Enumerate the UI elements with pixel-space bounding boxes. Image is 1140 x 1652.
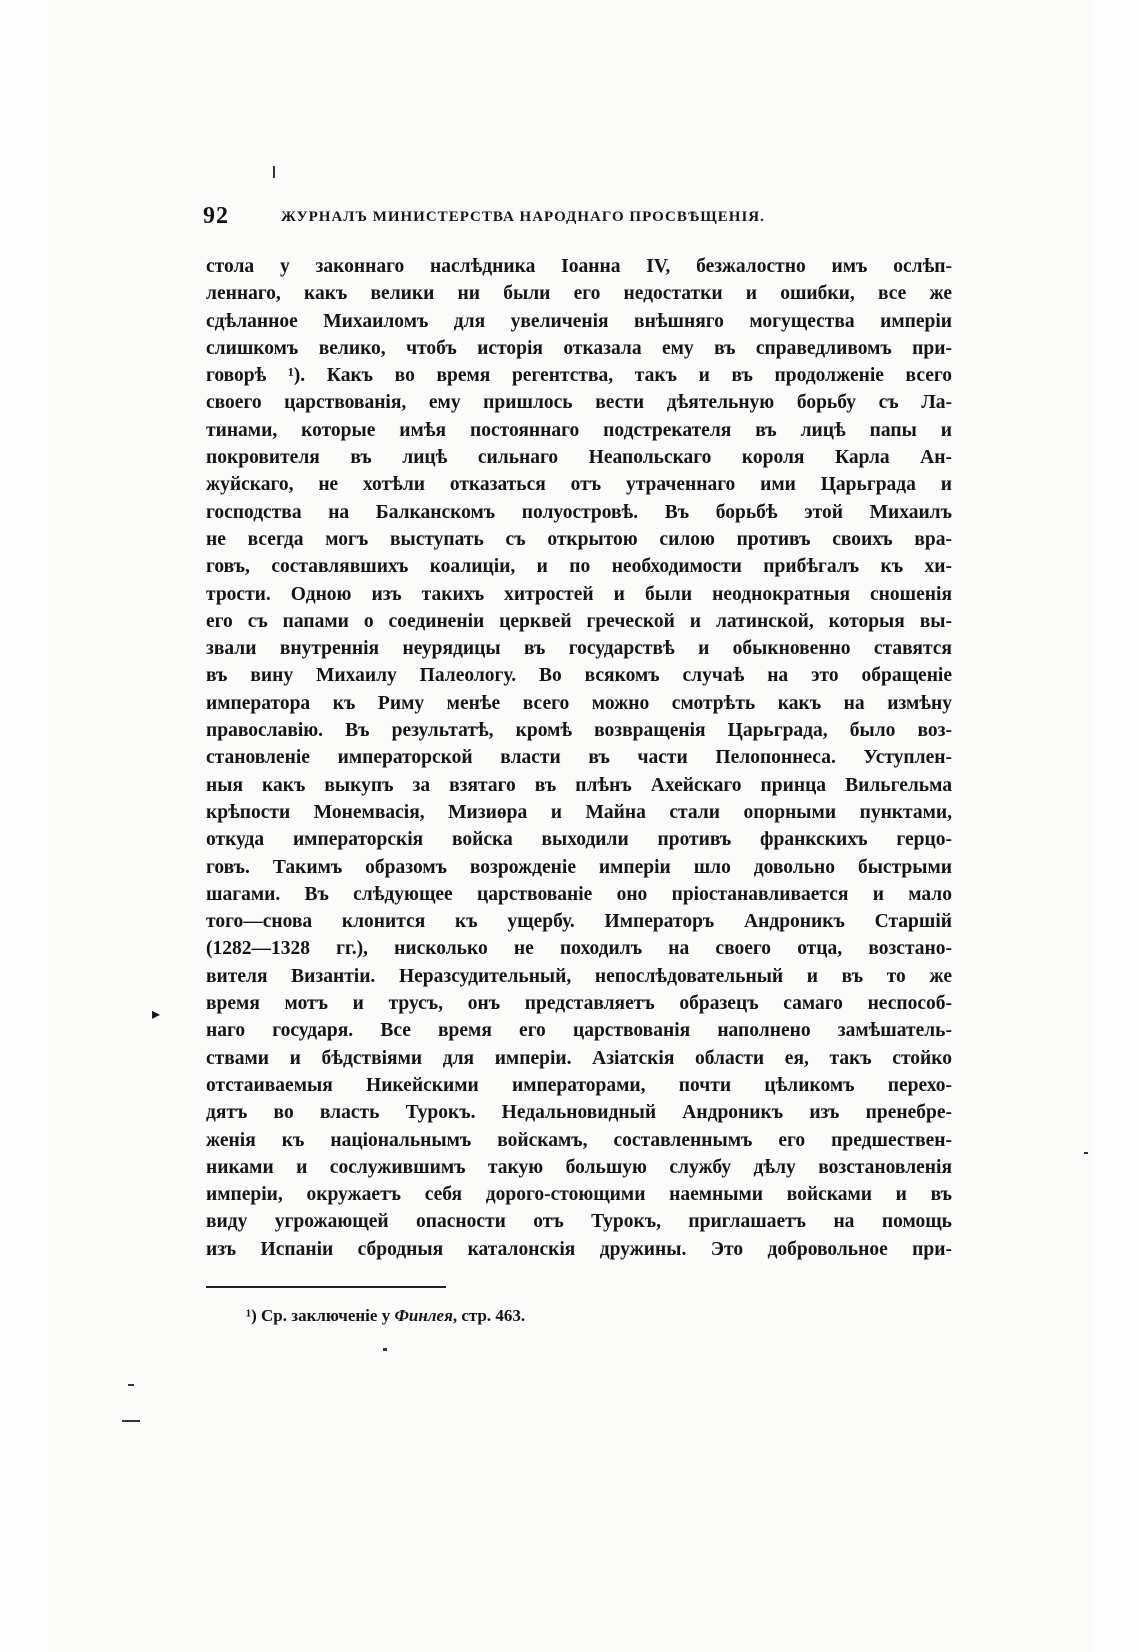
text-line: того—снова клонится къ ущербу. Императоръ Андроникъ Старшій — [206, 911, 952, 933]
text-line: леннаго, какъ велики ни были его недостатки и ошибки, все же — [206, 283, 952, 305]
running-head: ЖУРНАЛЪ МИНИСТЕРСТВА НАРОДНАГО ПРОСВѢЩЕНІЯ. — [281, 209, 765, 225]
footnote — [246, 1306, 525, 1326]
text-line: виду угрожающей опасности отъ Турокъ, приглашаетъ на помощь — [206, 1211, 952, 1233]
scan-speck — [1084, 1152, 1088, 1154]
text-line: своего царствованія, ему пришлось вести дѣятельную борьбу съ Ла- — [206, 392, 952, 414]
scan-speck — [128, 1384, 134, 1386]
text-line: жуйскаго, не хотѣли отказаться отъ утраченнаго ими Царьграда и — [206, 474, 952, 496]
text-line: время мотъ и трусъ, онъ представляетъ образецъ самаго неспособ- — [206, 993, 952, 1015]
text-line: сдѣланное Михаиломъ для увеличенія внѣшняго могущества имперіи — [206, 310, 952, 332]
footnote-author: Финлея — [394, 1306, 453, 1325]
footnote-reference: , стр. 463. — [452, 1306, 526, 1325]
page-number: 92 — [203, 203, 229, 229]
text-line: ныя какъ выкупъ за взятаго въ плѣнъ Ахейскаго принца Вильгельма — [206, 774, 952, 796]
text-line: никами и сослужившимъ такую большую службу дѣлу возстановленія — [206, 1156, 952, 1178]
text-line: императора къ Риму менѣе всего можно смотрѣть какъ на измѣну — [206, 692, 952, 714]
text-line: крѣпости Монемвасія, Мизиөра и Майна стали опорными пунктами, — [206, 801, 952, 823]
scan-margin-left — [0, 0, 48, 1652]
text-line: звали внутреннія неурядицы въ государствѣ и обыкновенно ставятся — [206, 638, 952, 660]
scan-speck — [273, 166, 275, 178]
text-line: стола у законнаго наслѣдника Іоанна IV, безжалостно имъ ослѣп- — [206, 256, 952, 277]
scan-speck — [122, 1420, 140, 1422]
footnote-text: Ср. заключеніе у — [261, 1306, 391, 1325]
text-line: вителя Византіи. Неразсудительный, непослѣдовательный и въ то же — [206, 965, 952, 987]
text-line: господства на Балканскомъ полуостровѣ. Въ борьбѣ этой Михаилъ — [206, 501, 952, 523]
text-line: женія къ національнымъ войскамъ, составленнымъ его предшествен- — [206, 1129, 952, 1151]
text-line: откуда императорскія войска выходили противъ франкскихъ герцо- — [206, 829, 952, 851]
text-line: тинами, которые имѣя постояннаго подстрекателя въ лицѣ папы и — [206, 419, 952, 441]
text-line: наго государя. Все время его царствованія наполнено замѣшатель- — [206, 1020, 952, 1042]
text-line: отстаиваемыя Никейскими императорами, почти цѣликомъ перехо- — [206, 1074, 952, 1096]
footnote-marker: ¹) — [246, 1306, 257, 1325]
text-line: трости. Одною изъ такихъ хитростей и были неоднократныя сношенія — [206, 583, 952, 605]
text-line: изъ Испаніи сбродныя каталонскія дружины. Это добровольное при- — [206, 1238, 952, 1260]
text-line: покровителя въ лицѣ сильнаго Неапольскаго короля Карла Ан- — [206, 447, 952, 469]
margin-pointer-icon: ▸ — [152, 1004, 161, 1023]
text-line: православію. Въ результатѣ, кромѣ возвращенія Царьграда, было воз- — [206, 720, 952, 742]
text-line: говъ, составлявшихъ коалиціи, и по необходимости прибѣгалъ къ хи- — [206, 556, 952, 578]
scan-speck — [383, 1348, 387, 1351]
text-line: слишкомъ велико, чтобъ исторія отказала ему въ справедливомъ при- — [206, 337, 952, 359]
scan-margin-right — [1092, 0, 1140, 1652]
page-header — [203, 203, 953, 235]
body-text — [206, 253, 952, 1263]
text-line: въ вину Михаилу Палеологу. Во всякомъ случаѣ на это обращеніе — [206, 665, 952, 687]
text-line: ствами и бѣдствіями для имперіи. Азіатскія области ея, такъ стойко — [206, 1047, 952, 1069]
text-line: шагами. Въ слѣдующее царствованіе оно пріостанавливается и мало — [206, 883, 952, 905]
text-line: говъ. Такимъ образомъ возрожденіе имперіи шло довольно быстрыми — [206, 856, 952, 878]
footnote-rule — [206, 1286, 446, 1288]
text-line: дятъ во власть Турокъ. Недальновидный Андроникъ изъ пренебре- — [206, 1102, 952, 1124]
text-line: его съ папами о соединеніи церквей греческой и латинской, которыя вы- — [206, 610, 952, 632]
text-line: имперіи, окружаетъ себя дорого-стоющими наемными войсками и въ — [206, 1184, 952, 1206]
text-line: говорѣ ¹). Какъ во время регентства, такъ и въ продолженіе всего — [206, 365, 952, 387]
text-line: (1282—1328 гг.), нисколько не походилъ на своего отца, возстано- — [206, 938, 952, 960]
text-line: становленіе императорской власти въ части Пелопоннеса. Уступлен- — [206, 747, 952, 769]
text-line: не всегда могъ выступать съ открытою силою противъ своихъ вра- — [206, 528, 952, 550]
